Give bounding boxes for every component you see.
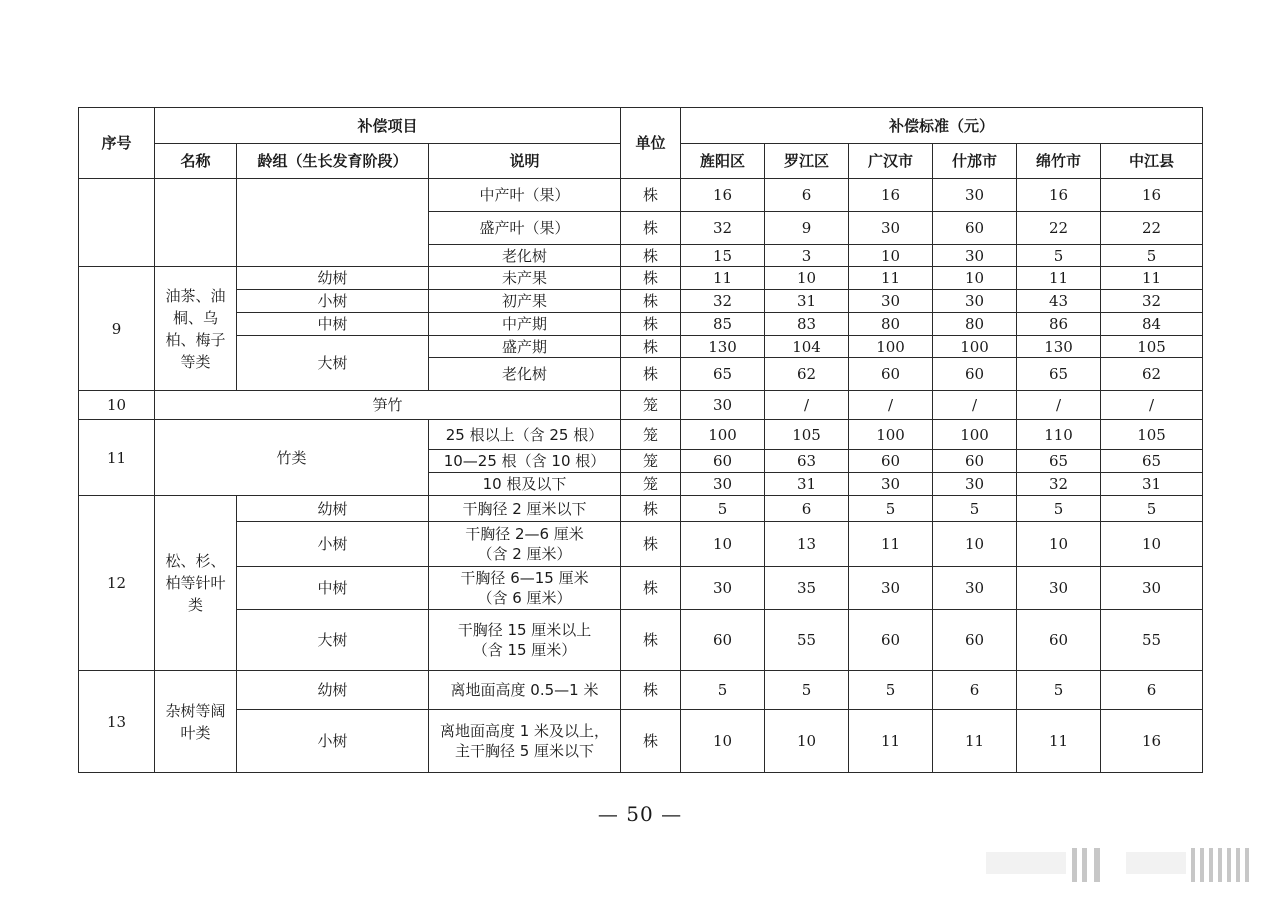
unit-cell: 株 bbox=[621, 290, 681, 313]
value-cell: 105 bbox=[765, 420, 849, 450]
value-cell: 65 bbox=[681, 358, 765, 391]
value-cell: 15 bbox=[681, 245, 765, 267]
table-row bbox=[79, 267, 1203, 290]
name-cell: 松、杉、柏等针叶类 bbox=[155, 496, 237, 671]
value-cell: 110 bbox=[1017, 420, 1101, 450]
value-cell: 60 bbox=[849, 358, 933, 391]
desc-cell: 离地面高度 1 米及以上，主干胸径 5 厘米以下 bbox=[429, 710, 621, 773]
value-cell: 35 bbox=[765, 567, 849, 610]
value-cell: 5 bbox=[1017, 671, 1101, 710]
value-cell: 11 bbox=[1017, 267, 1101, 290]
value-cell: 16 bbox=[1101, 179, 1203, 212]
age-cell: 幼树 bbox=[237, 671, 429, 710]
header-age: 龄组（生长发育阶段） bbox=[237, 144, 429, 179]
value-cell: 84 bbox=[1101, 313, 1203, 336]
value-cell: 80 bbox=[849, 313, 933, 336]
value-cell: 30 bbox=[933, 473, 1017, 496]
value-cell: 16 bbox=[681, 179, 765, 212]
value-cell: 30 bbox=[933, 567, 1017, 610]
value-cell: 6 bbox=[1101, 671, 1203, 710]
value-cell: 5 bbox=[681, 671, 765, 710]
value-cell: 5 bbox=[933, 496, 1017, 522]
seq-cell: 12 bbox=[79, 496, 155, 671]
header-row bbox=[79, 108, 1203, 144]
value-cell: 100 bbox=[849, 336, 933, 358]
page-number: — 50 — bbox=[597, 802, 683, 826]
unit-cell: 株 bbox=[621, 313, 681, 336]
age-cell: 幼树 bbox=[237, 496, 429, 522]
unit-cell: 株 bbox=[621, 710, 681, 773]
value-cell: 30 bbox=[849, 290, 933, 313]
header-name: 名称 bbox=[155, 144, 237, 179]
name-cell-empty bbox=[155, 179, 237, 267]
value-cell: 30 bbox=[933, 179, 1017, 212]
value-cell: 10 bbox=[849, 245, 933, 267]
desc-cell: 中产期 bbox=[429, 313, 621, 336]
table-row bbox=[79, 179, 1203, 212]
value-cell: 60 bbox=[849, 450, 933, 473]
value-cell: 130 bbox=[1017, 336, 1101, 358]
value-cell: 65 bbox=[1017, 358, 1101, 391]
age-cell: 小树 bbox=[237, 710, 429, 773]
value-cell: 83 bbox=[765, 313, 849, 336]
unit-cell: 笼 bbox=[621, 420, 681, 450]
value-cell: 105 bbox=[1101, 420, 1203, 450]
value-cell: 5 bbox=[1101, 245, 1203, 267]
value-cell: 5 bbox=[849, 496, 933, 522]
value-cell: 100 bbox=[933, 420, 1017, 450]
unit-cell: 株 bbox=[621, 179, 681, 212]
table-row bbox=[79, 567, 1203, 610]
value-cell: 30 bbox=[681, 567, 765, 610]
value-cell: 10 bbox=[765, 710, 849, 773]
value-cell: 22 bbox=[1017, 212, 1101, 245]
age-cell: 大树 bbox=[237, 336, 429, 391]
value-cell: 10 bbox=[933, 267, 1017, 290]
age-cell: 幼树 bbox=[237, 267, 429, 290]
desc-cell: 干胸径 2 厘米以下 bbox=[429, 496, 621, 522]
value-cell: 32 bbox=[1017, 473, 1101, 496]
header-standard: 补偿标准（元） bbox=[681, 108, 1203, 144]
value-cell: 60 bbox=[681, 610, 765, 671]
value-cell: 10 bbox=[765, 267, 849, 290]
desc-cell: 中产叶（果） bbox=[429, 179, 621, 212]
value-cell: 100 bbox=[849, 420, 933, 450]
value-cell: 5 bbox=[849, 671, 933, 710]
age-cell: 中树 bbox=[237, 567, 429, 610]
value-cell: 30 bbox=[933, 290, 1017, 313]
unit-cell: 株 bbox=[621, 610, 681, 671]
value-cell: 10 bbox=[681, 710, 765, 773]
header-region: 罗江区 bbox=[765, 144, 849, 179]
value-cell: 43 bbox=[1017, 290, 1101, 313]
compensation-table-container bbox=[78, 107, 1202, 773]
value-cell: 55 bbox=[765, 610, 849, 671]
desc-cell: 干胸径 2—6 厘米（含 2 厘米） bbox=[429, 522, 621, 567]
value-cell: / bbox=[765, 391, 849, 420]
desc-cell: 干胸径 6—15 厘米（含 6 厘米） bbox=[429, 567, 621, 610]
header-region: 绵竹市 bbox=[1017, 144, 1101, 179]
watermark-barcode-icon bbox=[986, 848, 1256, 882]
header-region: 中江县 bbox=[1101, 144, 1203, 179]
desc-cell: 未产果 bbox=[429, 267, 621, 290]
table-row bbox=[79, 290, 1203, 313]
value-cell: 10 bbox=[933, 522, 1017, 567]
value-cell: 31 bbox=[765, 473, 849, 496]
value-cell: 100 bbox=[681, 420, 765, 450]
unit-cell: 株 bbox=[621, 212, 681, 245]
value-cell: 5 bbox=[1101, 496, 1203, 522]
name-cell: 笋竹 bbox=[155, 391, 621, 420]
value-cell: 11 bbox=[933, 710, 1017, 773]
value-cell: 30 bbox=[681, 473, 765, 496]
value-cell: 13 bbox=[765, 522, 849, 567]
unit-cell: 笼 bbox=[621, 450, 681, 473]
seq-cell: 9 bbox=[79, 267, 155, 391]
value-cell: 86 bbox=[1017, 313, 1101, 336]
header-desc: 说明 bbox=[429, 144, 621, 179]
unit-cell: 株 bbox=[621, 358, 681, 391]
table-row bbox=[79, 313, 1203, 336]
value-cell: 130 bbox=[681, 336, 765, 358]
desc-cell: 盛产叶（果） bbox=[429, 212, 621, 245]
value-cell: 30 bbox=[933, 245, 1017, 267]
seq-cell: 11 bbox=[79, 420, 155, 496]
value-cell: 80 bbox=[933, 313, 1017, 336]
value-cell: 31 bbox=[1101, 473, 1203, 496]
value-cell: 22 bbox=[1101, 212, 1203, 245]
age-cell: 中树 bbox=[237, 313, 429, 336]
unit-cell: 株 bbox=[621, 496, 681, 522]
unit-cell: 株 bbox=[621, 336, 681, 358]
table-row bbox=[79, 420, 1203, 450]
age-cell-empty bbox=[237, 179, 429, 267]
desc-cell: 10—25 根（含 10 根） bbox=[429, 450, 621, 473]
desc-cell: 25 根以上（含 25 根） bbox=[429, 420, 621, 450]
value-cell: 31 bbox=[765, 290, 849, 313]
header-region: 什邡市 bbox=[933, 144, 1017, 179]
name-cell: 竹类 bbox=[155, 420, 429, 496]
value-cell: / bbox=[1101, 391, 1203, 420]
unit-cell: 笼 bbox=[621, 473, 681, 496]
value-cell: 5 bbox=[1017, 496, 1101, 522]
value-cell: 11 bbox=[681, 267, 765, 290]
unit-cell: 笼 bbox=[621, 391, 681, 420]
table-row bbox=[79, 336, 1203, 358]
value-cell: 32 bbox=[681, 212, 765, 245]
value-cell: 32 bbox=[681, 290, 765, 313]
unit-cell: 株 bbox=[621, 522, 681, 567]
age-cell: 小树 bbox=[237, 522, 429, 567]
header-unit: 单位 bbox=[621, 108, 681, 179]
value-cell: 30 bbox=[1017, 567, 1101, 610]
desc-cell: 离地面高度 0.5—1 米 bbox=[429, 671, 621, 710]
seq-cell-empty bbox=[79, 179, 155, 267]
value-cell: 16 bbox=[1017, 179, 1101, 212]
value-cell: 85 bbox=[681, 313, 765, 336]
value-cell: 65 bbox=[1101, 450, 1203, 473]
value-cell: 30 bbox=[1101, 567, 1203, 610]
desc-cell: 10 根及以下 bbox=[429, 473, 621, 496]
value-cell: 60 bbox=[933, 610, 1017, 671]
value-cell: 5 bbox=[1017, 245, 1101, 267]
value-cell: 16 bbox=[1101, 710, 1203, 773]
value-cell: 5 bbox=[681, 496, 765, 522]
value-cell: 9 bbox=[765, 212, 849, 245]
table-row bbox=[79, 671, 1203, 710]
value-cell: 5 bbox=[765, 671, 849, 710]
value-cell: 16 bbox=[849, 179, 933, 212]
value-cell: 63 bbox=[765, 450, 849, 473]
name-cell: 油茶、油桐、乌柏、梅子等类 bbox=[155, 267, 237, 391]
value-cell: 11 bbox=[849, 710, 933, 773]
table-row bbox=[79, 391, 1203, 420]
value-cell: / bbox=[933, 391, 1017, 420]
age-cell: 小树 bbox=[237, 290, 429, 313]
value-cell: 62 bbox=[765, 358, 849, 391]
value-cell: 3 bbox=[765, 245, 849, 267]
value-cell: 6 bbox=[933, 671, 1017, 710]
value-cell: / bbox=[849, 391, 933, 420]
value-cell: 30 bbox=[849, 567, 933, 610]
table-row bbox=[79, 522, 1203, 567]
value-cell: 100 bbox=[933, 336, 1017, 358]
header-region: 旌阳区 bbox=[681, 144, 765, 179]
table-row bbox=[79, 610, 1203, 671]
desc-cell: 初产果 bbox=[429, 290, 621, 313]
header-region: 广汉市 bbox=[849, 144, 933, 179]
value-cell: 104 bbox=[765, 336, 849, 358]
value-cell: 55 bbox=[1101, 610, 1203, 671]
value-cell: 60 bbox=[681, 450, 765, 473]
value-cell: 60 bbox=[933, 212, 1017, 245]
value-cell: 11 bbox=[849, 267, 933, 290]
value-cell: 6 bbox=[765, 496, 849, 522]
table-row bbox=[79, 496, 1203, 522]
value-cell: 11 bbox=[849, 522, 933, 567]
unit-cell: 株 bbox=[621, 671, 681, 710]
value-cell: 32 bbox=[1101, 290, 1203, 313]
unit-cell: 株 bbox=[621, 245, 681, 267]
value-cell: 65 bbox=[1017, 450, 1101, 473]
compensation-table bbox=[78, 107, 1203, 773]
header-item: 补偿项目 bbox=[155, 108, 621, 144]
desc-cell: 老化树 bbox=[429, 245, 621, 267]
name-cell: 杂树等阔叶类 bbox=[155, 671, 237, 773]
seq-cell: 10 bbox=[79, 391, 155, 420]
desc-cell: 干胸径 15 厘米以上（含 15 厘米） bbox=[429, 610, 621, 671]
header-seq: 序号 bbox=[79, 108, 155, 179]
value-cell: 105 bbox=[1101, 336, 1203, 358]
value-cell: 62 bbox=[1101, 358, 1203, 391]
value-cell: 10 bbox=[1101, 522, 1203, 567]
value-cell: 10 bbox=[681, 522, 765, 567]
value-cell: 30 bbox=[681, 391, 765, 420]
unit-cell: 株 bbox=[621, 267, 681, 290]
value-cell: 11 bbox=[1017, 710, 1101, 773]
value-cell: 11 bbox=[1101, 267, 1203, 290]
value-cell: 30 bbox=[849, 473, 933, 496]
value-cell: 60 bbox=[849, 610, 933, 671]
seq-cell: 13 bbox=[79, 671, 155, 773]
desc-cell: 盛产期 bbox=[429, 336, 621, 358]
value-cell: / bbox=[1017, 391, 1101, 420]
value-cell: 30 bbox=[849, 212, 933, 245]
unit-cell: 株 bbox=[621, 567, 681, 610]
value-cell: 60 bbox=[1017, 610, 1101, 671]
value-cell: 10 bbox=[1017, 522, 1101, 567]
value-cell: 6 bbox=[765, 179, 849, 212]
value-cell: 60 bbox=[933, 450, 1017, 473]
table-row bbox=[79, 710, 1203, 773]
value-cell: 60 bbox=[933, 358, 1017, 391]
age-cell: 大树 bbox=[237, 610, 429, 671]
desc-cell: 老化树 bbox=[429, 358, 621, 391]
